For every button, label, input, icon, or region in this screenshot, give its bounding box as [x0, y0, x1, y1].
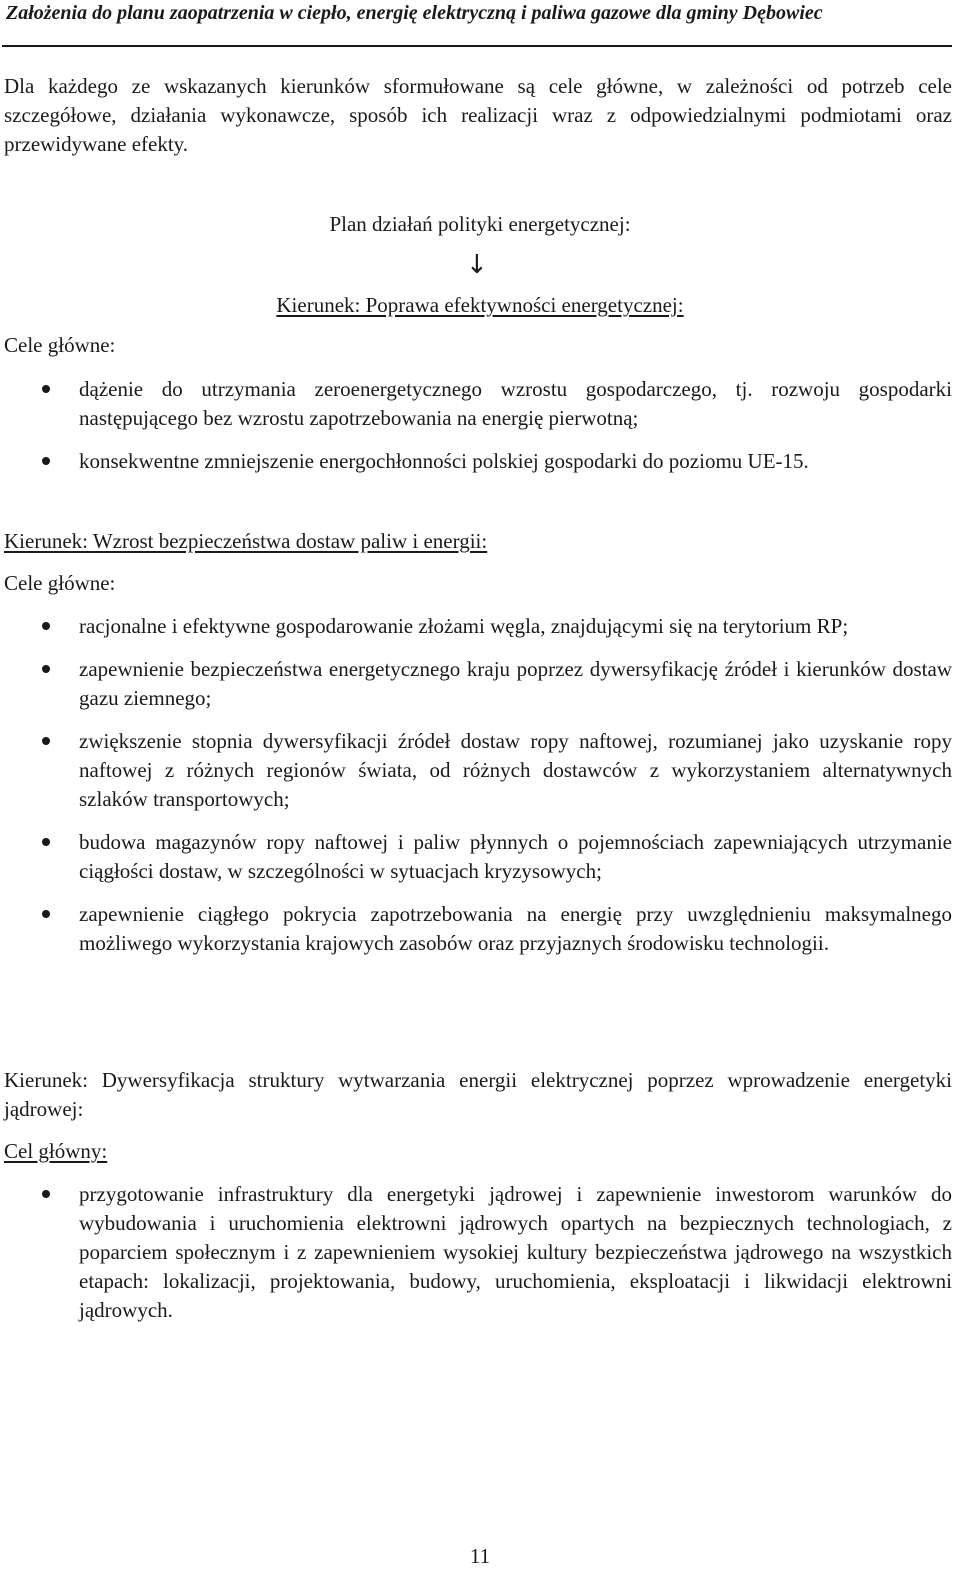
list-item: zapewnienie ciągłego pokrycia zapotrzebowania na energię przy uwzględnieniu maksymalnego możliwego wykorzystania krajowych zasobów oraz przyjaznych środowisku technologii. — [0, 900, 952, 958]
section2-label: Cele główne: — [4, 571, 116, 595]
list-item: zwiększenie stopnia dywersyfikacji źródeł dostaw ropy naftowej, rozumianej jako uzyskanie ropy naftowej z różnych regionów świata, od różnych dostawców z wykorzystaniem alternatywnych szlaków transportowych; — [0, 727, 952, 814]
running-header: Założenia do planu zaopatrzenia w ciepło, energię elektryczną i paliwa gazowe dla gminy Dębowiec — [6, 2, 823, 24]
section2-heading: Kierunek: Wzrost bezpieczeństwa dostaw paliw i energii: — [4, 529, 488, 553]
list-item: przygotowanie infrastruktury dla energetyki jądrowej i zapewnienie inwestorom warunków do wybudowania i uruchomienia elektrowni jądrowych opartych na bezpiecznych technologiach, z poparciem społecznym i z zapewnieniem wysokiej kultury bezpieczeństwa jądrowego na wszystkich etapach: lokalizacji, projektowania, budowy, uruchomienia, eksploatacji i likwidacji elektrowni jądrowych. — [0, 1180, 952, 1325]
section1-heading: Kierunek: Poprawa efektywności energetycznej: — [276, 293, 684, 317]
section1-label: Cele główne: — [4, 333, 116, 357]
page-number: 11 — [469, 1544, 491, 1568]
section3-label: Cel główny: — [4, 1139, 108, 1163]
list-item: dążenie do utrzymania zeroenergetycznego wzrostu gospodarczego, tj. rozwoju gospodarki następującego bez wzrostu zapotrzebowania na energię pierwotną; — [0, 375, 952, 433]
list-item: konsekwentne zmniejszenie energochłonności polskiej gospodarki do poziomu UE-15. — [0, 447, 952, 476]
plan-title: Plan działań polityki energetycznej: — [329, 212, 631, 236]
section3-list — [0, 1180, 960, 1339]
list-item: budowa magazynów ropy naftowej i paliw płynnych o pojemnościach zapewniających utrzymanie ciągłości dostaw, w szczególności w sytuacjach kryzysowych; — [0, 828, 952, 886]
section3-heading: Kierunek: Dywersyfikacja struktury wytwarzania energii elektrycznej poprzez wprowadzenie energetyki jądrowej: — [4, 1068, 952, 1121]
list-item: racjonalne i efektywne gospodarowanie złożami węgla, znajdującymi się na terytorium RP; — [0, 612, 952, 641]
section1-list — [0, 375, 960, 490]
section2-list — [0, 612, 960, 972]
header-rule — [2, 45, 952, 47]
intro-paragraph: Dla każdego ze wskazanych kierunków sformułowane są cele główne, w zależności od potrzeb cele szczegółowe, działania wykonawcze, sposób ich realizacji wraz z odpowiedzialnymi podmiotami oraz przewidywane efekty. — [4, 74, 952, 156]
down-arrow-icon: ↓ — [466, 250, 488, 280]
list-item: zapewnienie bezpieczeństwa energetycznego kraju poprzez dywersyfikację źródeł i kierunków dostaw gazu ziemnego; — [0, 655, 952, 713]
